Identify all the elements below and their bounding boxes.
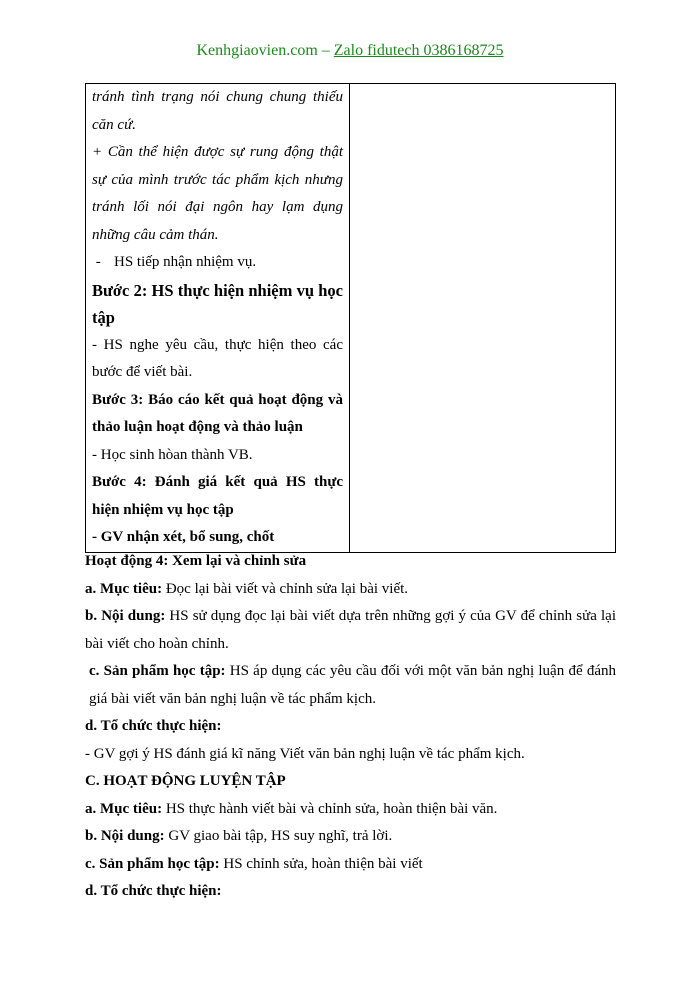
activity4-title: Hoạt động 4: Xem lại và chỉnh sửa bbox=[85, 553, 307, 569]
sectionC-product-text: HS chỉnh sửa, hoàn thiện bài viết bbox=[219, 855, 423, 872]
activity4-goal-label: a. Mục tiêu: bbox=[85, 580, 163, 597]
activity4-org-label: d. Tổ chức thực hiện: bbox=[85, 718, 222, 734]
activity4-org-text: - GV gợi ý HS đánh giá kĩ năng Viết văn bản nghị luận về tác phẩm kịch. bbox=[85, 745, 525, 762]
page-header bbox=[0, 42, 700, 60]
document-body bbox=[85, 548, 616, 906]
lesson-table bbox=[85, 83, 616, 553]
activity4-product bbox=[85, 658, 616, 713]
product-cell bbox=[350, 84, 616, 553]
activity4-content-text: HS sử dụng đọc lại bài viết dựa trên những gợi ý của GV để chỉnh sửa lại bài viết cho hoàn chỉnh. bbox=[85, 608, 616, 652]
site-name: Kenhgiaovien.com bbox=[196, 42, 318, 59]
sectionC-title: C. HOẠT ĐỘNG LUYỆN TẬP bbox=[85, 773, 286, 789]
step3-title: Bước 3: Báo cáo kết quả hoạt động và thảo luận hoạt động và thảo luận bbox=[92, 391, 343, 435]
activity4-product-text: HS áp dụng các yêu cầu đối với một văn bản nghị luận để đánh giá bài viết văn bản nghị luận về tác phẩm kịch. bbox=[89, 663, 616, 707]
activity4-goal bbox=[85, 576, 616, 604]
receive-task-item: - HS tiếp nhận nhiệm vụ. bbox=[92, 254, 257, 270]
sectionC-content-label: b. Nội dung: bbox=[85, 828, 165, 844]
sectionC-goal-text: HS thực hành viết bài và chỉnh sửa, hoàn thiện bài văn. bbox=[162, 800, 498, 817]
step2-title: Bước 2: HS thực hiện nhiệm vụ học tập bbox=[92, 280, 343, 327]
sectionC-product bbox=[85, 851, 616, 879]
activity4-product-label: c. Sản phẩm học tập: bbox=[89, 663, 226, 679]
step2-text: - HS nghe yêu cầu, thực hiện theo các bước để viết bài. bbox=[92, 336, 343, 380]
italic-line-2: + Cần thể hiện được sự rung động thật sự của mình trước tác phẩm kịch nhưng tránh lối nói đại ngôn hay lạm dụng những câu cảm thán. bbox=[92, 144, 343, 243]
contact-link[interactable]: Zalo fidutech 0386168725 bbox=[333, 42, 504, 59]
sectionC-product-label: c. Sản phẩm học tập: bbox=[85, 855, 220, 872]
activity-cell bbox=[86, 84, 350, 553]
receive-task-text: HS tiếp nhận nhiệm vụ. bbox=[114, 254, 257, 270]
sectionC-content-text: GV giao bài tập, HS suy nghĩ, trả lời. bbox=[164, 828, 393, 844]
activity4-content bbox=[85, 603, 616, 658]
italic-line-1: tránh tình trạng nói chung chung thiếu căn cứ. bbox=[92, 89, 343, 133]
sectionC-goal bbox=[85, 796, 616, 824]
header-separator: – bbox=[317, 42, 334, 59]
activity4-goal-text: Đọc lại bài viết và chỉnh sửa lại bài viết. bbox=[162, 580, 409, 597]
sectionC-goal-label: a. Mục tiêu: bbox=[85, 800, 163, 817]
sectionC-content bbox=[85, 823, 616, 851]
activity4-content-label: b. Nội dung: bbox=[85, 608, 166, 624]
step4-title: Bước 4: Đánh giá kết quả HS thực hiện nhiệm vụ học tập bbox=[92, 474, 343, 518]
step4-text: - GV nhận xét, bổ sung, chốt bbox=[92, 529, 275, 545]
sectionC-org-label: d. Tổ chức thực hiện: bbox=[85, 883, 222, 899]
step3-text: - Học sinh hòan thành VB. bbox=[92, 446, 253, 463]
